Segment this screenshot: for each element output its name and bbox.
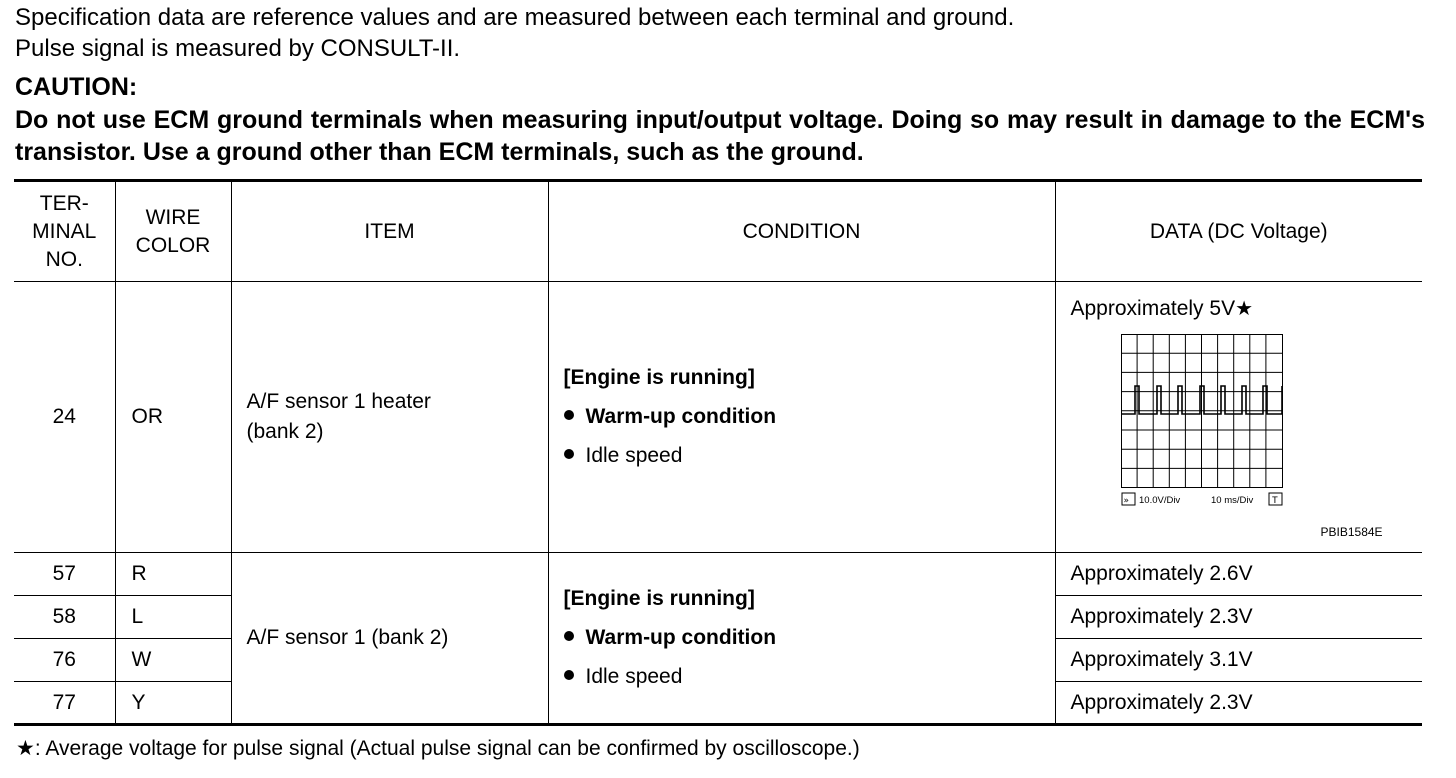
item-cell: A/F sensor 1 (bank 2): [231, 553, 548, 725]
condition-heading: [Engine is running]: [563, 366, 755, 389]
caution-body: Do not use ECM ground terminals when measuring input/output voltage. Doing so may result in damage to the ECM's transistor. Use a ground other than ECM terminals, such as the ground.: [15, 106, 1425, 166]
condition-text: Warm-up condition: [585, 626, 777, 649]
wire-color-cell: Y: [115, 682, 231, 725]
condition-heading: [Engine is running]: [563, 587, 755, 610]
wire-color-cell: R: [115, 553, 231, 596]
header-terminal: TER- MINAL NO.: [14, 181, 115, 282]
table-header-row: [14, 181, 1422, 282]
bullet-icon: [564, 670, 574, 680]
footnote-text: : Average voltage for pulse signal (Actual pulse signal can be confirmed by oscilloscope.): [34, 737, 860, 760]
figure-reference-code: PBIB1584E: [1320, 525, 1383, 539]
terminal-cell: 24: [14, 282, 115, 553]
scope-volt-label: 10.0V/Div: [1138, 495, 1180, 506]
terminal-cell: 76: [14, 639, 115, 682]
condition-cell: [548, 282, 1055, 553]
footnote: [16, 736, 860, 761]
oscilloscope-waveform: [1121, 334, 1283, 510]
condition-text: Idle speed: [585, 444, 683, 467]
data-value: [1071, 296, 1254, 321]
condition-list-item: [564, 436, 1055, 475]
data-cell: Approximately 2.3V: [1055, 682, 1422, 725]
star-icon: ★: [16, 737, 35, 760]
item-cell: A/F sensor 1 heater (bank 2): [231, 282, 548, 553]
star-icon: ★: [1235, 298, 1254, 320]
condition-list-item: [564, 657, 1055, 696]
wire-color-cell: L: [115, 596, 231, 639]
scope-time-label: 10 ms/Div: [1210, 495, 1253, 506]
terminal-cell: 77: [14, 682, 115, 725]
condition-list-item: [564, 397, 1055, 436]
condition-cell: [548, 553, 1055, 725]
condition-text: Idle speed: [585, 665, 683, 688]
condition-list-item: [564, 618, 1055, 657]
terminal-cell: 57: [14, 553, 115, 596]
data-value-text: Approximately 5V: [1070, 297, 1236, 320]
terminal-spec-table: [14, 179, 1422, 726]
intro-line-1: Specification data are reference values and are measured between each terminal and ground.: [15, 4, 1015, 31]
header-wire-color: WIRE COLOR: [115, 181, 231, 282]
header-condition: CONDITION: [548, 181, 1055, 282]
table-row: [14, 282, 1422, 553]
fast-forward-glyph: »: [1123, 496, 1129, 506]
bullet-icon: [564, 410, 574, 420]
scope-trigger-label: T: [1271, 495, 1278, 506]
caution-title: CAUTION:: [15, 73, 138, 101]
header-data: DATA (DC Voltage): [1055, 181, 1422, 282]
bullet-icon: [564, 449, 574, 459]
intro-line-2: Pulse signal is measured by CONSULT-II.: [15, 35, 461, 62]
wire-color-cell: OR: [115, 282, 231, 553]
data-cell: [1055, 282, 1422, 553]
data-cell: Approximately 2.6V: [1055, 553, 1422, 596]
terminal-cell: 58: [14, 596, 115, 639]
wire-color-cell: W: [115, 639, 231, 682]
data-cell: Approximately 2.3V: [1055, 596, 1422, 639]
condition-text: Warm-up condition: [585, 405, 777, 428]
header-item: ITEM: [231, 181, 548, 282]
data-cell: Approximately 3.1V: [1055, 639, 1422, 682]
table-row: [14, 553, 1422, 596]
bullet-icon: [564, 631, 574, 641]
